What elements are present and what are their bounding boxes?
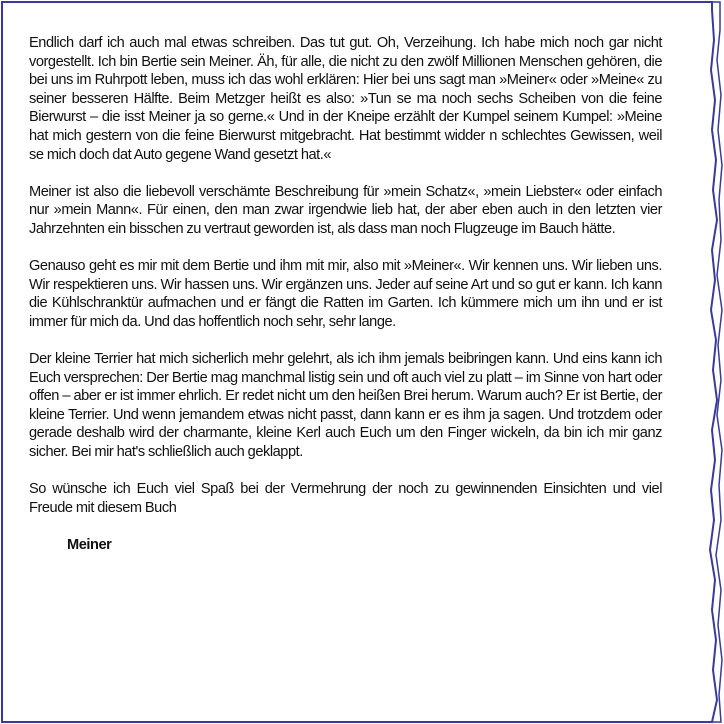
paragraph-relationship: Genauso geht es mir mit dem Bertie und ihm mit mir, also mit »Meiner«. Wir kennen uns. Wir lieben uns. Wir respektieren uns. Wir hassen uns. Wir ergänzen uns. Jeder auf seine Art und so gut er kann. Ich kann die Kühlschranktür aufmachen und er fängt die Ratten im Garten. Ich kümmere mich um ihn und er ist immer für mich da. Und das hoffentlich noch sehr, sehr lange. [29, 258, 662, 330]
paragraph-closing: So wünsche ich Euch viel Spaß bei der Vermehrung der noch zu gewinnenden Einsichten und viel Freude mit diesem Buch [29, 481, 662, 516]
letter-body [29, 34, 662, 555]
paragraph-terrier: Der kleine Terrier hat mich sicherlich mehr gelehrt, als ich ihm jemals beibringen kann. Und eins kann ich Euch versprechen: Der Bertie mag manchmal listig sein und oft auch viel zu platt – im Sinne von hart oder offen – aber er ist immer ehrlich. Er redet nicht um den heißen Brei herum. Warum auch? Er ist Bertie, der kleine Terrier. Und wenn jemandem etwas nicht passt, dann kann er es ihm ja sagen. Und trotzdem oder gerade deshalb wird der charmante, kleine Kerl auch Euch um den Finger wickeln, da bin ich mir ganz sicher. Bei mir hat's schließlich auch geklappt. [29, 351, 662, 461]
paragraph-meiner-meaning: Meiner ist also die liebevoll verschämte Beschreibung für »mein Schatz«, »mein Liebster« oder einfach nur »mein Mann«. Für einen, den man zwar irgendwie lieb hat, der aber eben auch in den letzten vier Jahrzehnten ein bisschen zu vertraut geworden ist, als dass man noch Flugzeuge im Bauch hätte. [29, 183, 662, 237]
signature: Meiner [67, 537, 112, 554]
paragraph-intro: Endlich darf ich auch mal etwas schreiben. Das tut gut. Oh, Verzeihung. Ich habe mich noch gar nicht vorgestellt. Ich bin Bertie sein Meiner. Äh, für alle, die nicht zu den zwölf Millionen Menschen gehören, die bei uns im Ruhrpott leben, muss ich das wohl erklären: Hier bei uns sagt man »Meiner« oder »Meine« zu seiner besseren Hälfte. Beim Metzger heißt es also: »Tun se ma noch sechs Scheiben von die feine Bierwurst – die isst Meiner ja so gerne.« Und in der Kneipe erzählt der Kumpel seinem Kumpel: »Meine hat mich gestern von die feine Bierwurst mitgebracht. Hat bestimmt widder n schlechtes Gewissen, weil se mich doch dat Auto gegene Wand gesetzt hat.« [29, 35, 662, 163]
